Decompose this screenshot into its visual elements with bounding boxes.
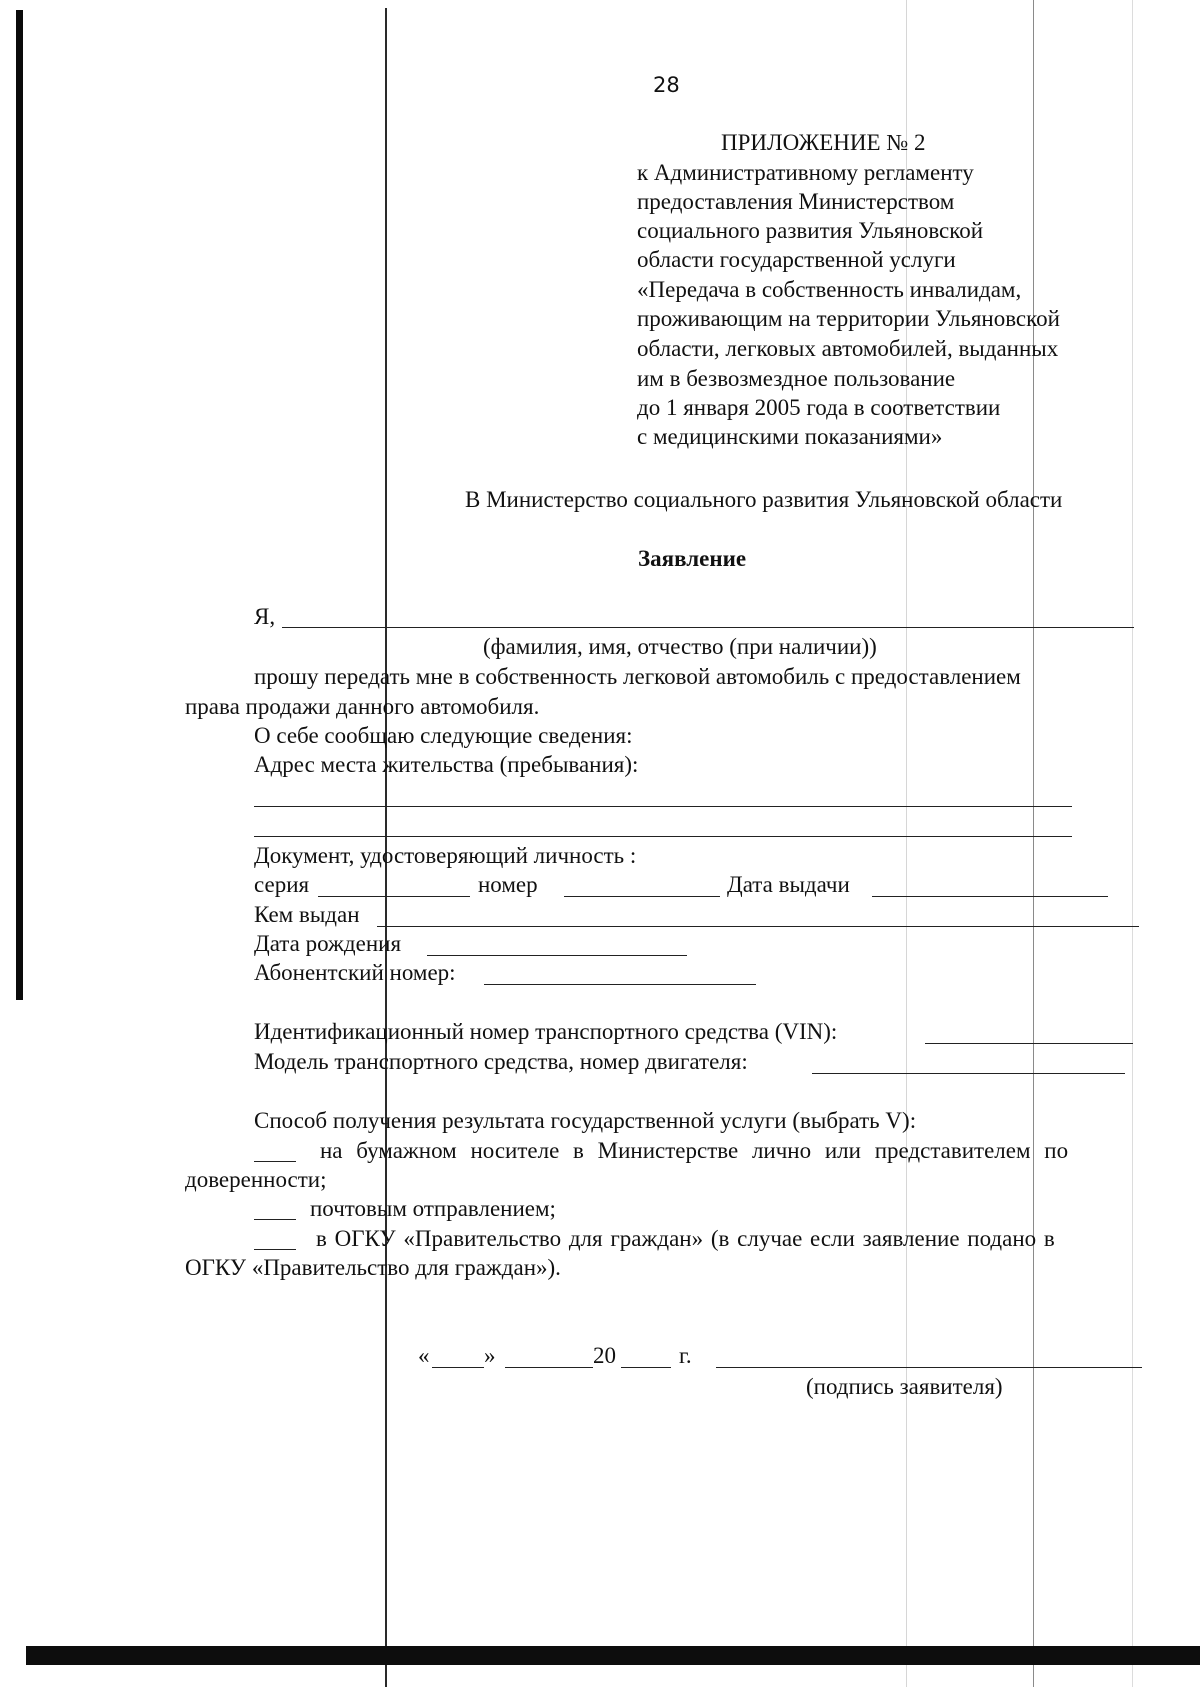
series-label: серия bbox=[254, 872, 310, 897]
appendix-line: предоставления Министерством bbox=[637, 189, 955, 214]
appendix-line: к Административному регламенту bbox=[637, 160, 974, 185]
appendix-line: с медицинскими показаниями» bbox=[637, 424, 943, 449]
appendix-line: «Передача в собственность инвалидам, bbox=[637, 277, 1022, 302]
model-label: Модель транспортного средства, номер двигателя: bbox=[254, 1049, 748, 1074]
signature-field-line[interactable] bbox=[716, 1367, 1142, 1368]
appendix-line: до 1 января 2005 года в соответствии bbox=[637, 395, 1001, 420]
fio-field-line[interactable] bbox=[282, 627, 1134, 628]
appendix-line: социального развития Ульяновской bbox=[637, 218, 984, 243]
id-doc-label: Документ, удостоверяющий личность : bbox=[254, 843, 637, 868]
fio-hint: (фамилия, имя, отчество (при наличии)) bbox=[483, 634, 877, 659]
date-year-suffix: г. bbox=[679, 1343, 692, 1368]
address-label: Адрес места жительства (пребывания): bbox=[254, 752, 639, 777]
date-day-field-line[interactable] bbox=[432, 1367, 484, 1368]
birth-date-field-line[interactable] bbox=[427, 955, 687, 956]
date-close-quote: » bbox=[484, 1343, 496, 1368]
signature-caption: (подпись заявителя) bbox=[806, 1374, 1003, 1399]
option-2-text: почтовым отправлением; bbox=[310, 1196, 556, 1221]
model-field-line[interactable] bbox=[812, 1073, 1125, 1074]
request-line-2: права продажи данного автомобиля. bbox=[185, 694, 540, 719]
address-field-line-1[interactable] bbox=[254, 806, 1072, 807]
scan-fold-line-faint-2 bbox=[1132, 0, 1133, 1687]
option-3-continuation: ОГКУ «Правительство для граждан»). bbox=[185, 1255, 561, 1280]
option-3-checkbox-line[interactable] bbox=[254, 1249, 296, 1250]
birth-date-label: Дата рождения bbox=[254, 931, 402, 956]
info-intro: О себе сообщаю следующие сведения: bbox=[254, 723, 633, 748]
issue-date-label: Дата выдачи bbox=[727, 872, 850, 897]
addressee: В Министерство социального развития Ульяновской области bbox=[465, 487, 1063, 512]
option-2-checkbox-line[interactable] bbox=[254, 1219, 296, 1220]
address-field-line-2[interactable] bbox=[254, 836, 1072, 837]
subscriber-label: Абонентский номер: bbox=[254, 960, 456, 985]
appendix-line: им в безвозмездное пользование bbox=[637, 366, 956, 391]
appendix-line: области государственной услуги bbox=[637, 247, 956, 272]
series-field-line[interactable] bbox=[318, 896, 470, 897]
option-3-text: в ОГКУ «Правительство для граждан» (в случае если заявление подано в bbox=[316, 1226, 1055, 1251]
option-1-checkbox-line[interactable] bbox=[254, 1161, 296, 1162]
option-1-continuation: доверенности; bbox=[185, 1167, 327, 1192]
result-intro: Способ получения результата государственной услуги (выбрать V): bbox=[254, 1108, 917, 1133]
appendix-title: ПРИЛОЖЕНИЕ № 2 bbox=[721, 130, 926, 155]
option-1-text: на бумажном носителе в Министерстве лично или представителем по bbox=[320, 1138, 1069, 1163]
page-number: 28 bbox=[653, 73, 680, 97]
number-field-line[interactable] bbox=[564, 896, 720, 897]
issued-by-label: Кем выдан bbox=[254, 902, 360, 927]
scan-bottom-edge-bar bbox=[26, 1646, 1200, 1665]
vin-label: Идентификационный номер транспортного средства (VIN): bbox=[254, 1019, 838, 1044]
vin-field-line[interactable] bbox=[925, 1043, 1133, 1044]
date-month-field-line[interactable] bbox=[505, 1367, 593, 1368]
applicant-prefix: Я, bbox=[254, 604, 276, 629]
request-line-1: прошу передать мне в собственность легковой автомобиль с предоставлением bbox=[254, 664, 1021, 689]
date-century: 20 bbox=[593, 1343, 616, 1368]
issued-by-field-line[interactable] bbox=[377, 926, 1139, 927]
scan-left-edge-bar bbox=[16, 10, 23, 1000]
issue-date-field-line[interactable] bbox=[872, 896, 1108, 897]
date-year-field-line[interactable] bbox=[621, 1367, 671, 1368]
scan-fold-line-right bbox=[1033, 0, 1034, 1687]
subscriber-field-line[interactable] bbox=[484, 984, 756, 985]
number-label: номер bbox=[478, 872, 538, 897]
date-open-quote: « bbox=[418, 1343, 430, 1368]
appendix-line: области, легковых автомобилей, выданных bbox=[637, 336, 1059, 361]
document-title: Заявление bbox=[638, 546, 747, 571]
appendix-line: проживающим на территории Ульяновской bbox=[637, 306, 1060, 331]
